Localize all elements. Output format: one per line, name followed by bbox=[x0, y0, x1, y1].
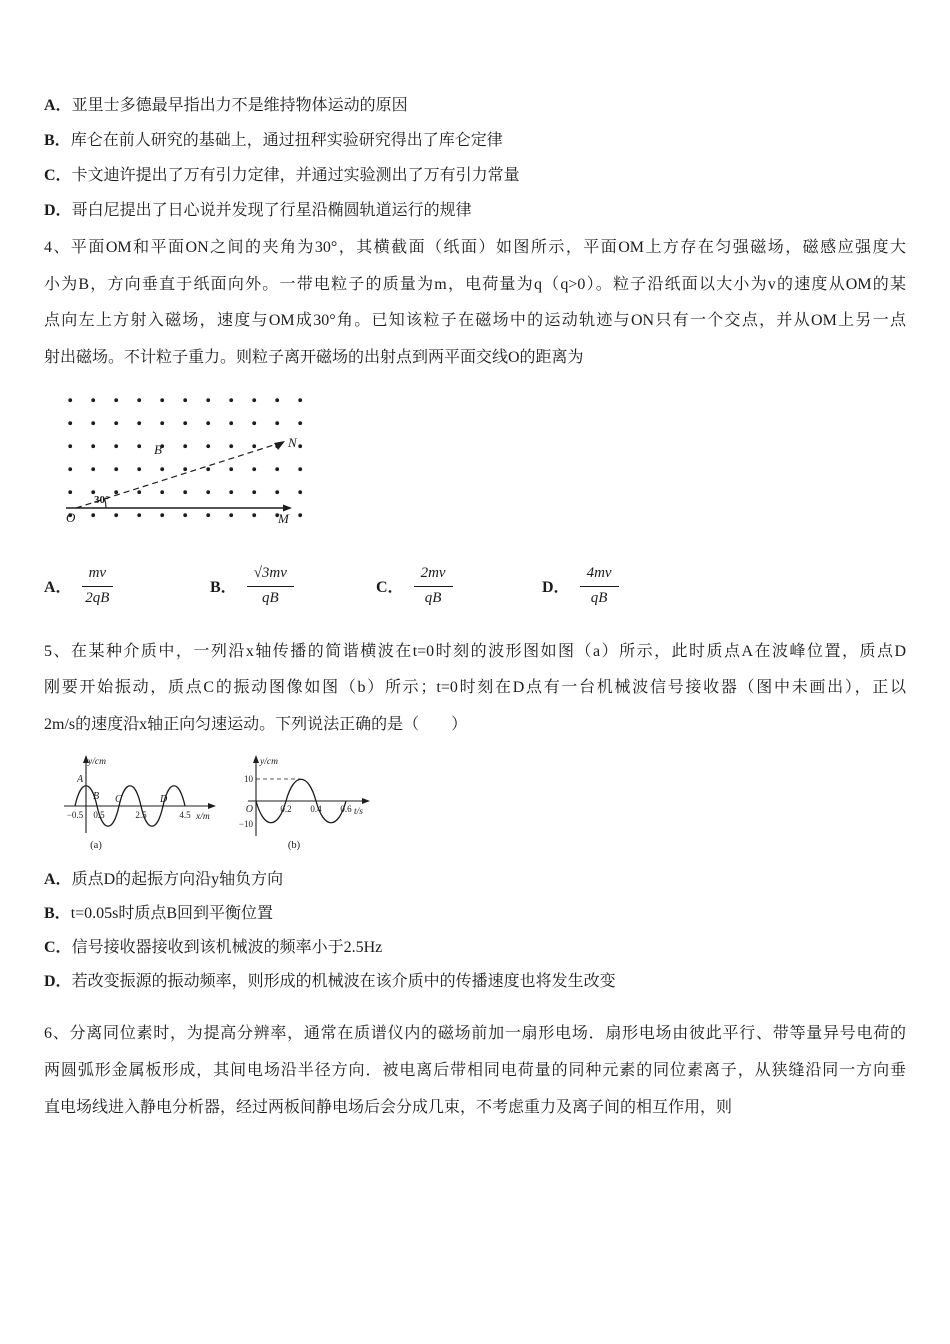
option-text: 库仑在前人研究的基础上，通过扭秤实验研究得出了库仑定律 bbox=[70, 132, 503, 149]
q4-line: 4、平面OM和平面ON之间的夹角为30°，其横截面（纸面）如图所示，平面OM上方存在匀强磁场，磁感应强度大 bbox=[44, 239, 906, 256]
q5-waveform-figure-a bbox=[44, 751, 222, 853]
field-B-label: B bbox=[154, 442, 162, 457]
option-text: 信号接收器接收到该机械波的频率小于2.5Hz bbox=[71, 939, 383, 956]
point-O-label: O bbox=[66, 510, 76, 525]
q3-option-d bbox=[44, 193, 906, 228]
q4-line: 小为B，方向垂直于纸面向外。一带电粒子的质量为m，电荷量为q（q>0）。粒子沿纸面以大小为v的速度从OM的某 bbox=[44, 275, 906, 293]
option-text: 若改变振源的振动频率，则形成的机械波在该介质中的传播速度也将发生改变 bbox=[71, 973, 616, 990]
x-tick-label: 0.5 bbox=[93, 810, 105, 820]
point-B-label: B bbox=[93, 791, 100, 802]
option-label: A． bbox=[44, 97, 72, 114]
option-label: D． bbox=[44, 973, 72, 990]
q3-option-b bbox=[44, 123, 906, 158]
x-axis-label: x/m bbox=[196, 812, 210, 822]
figure-a-caption: (a) bbox=[90, 840, 102, 851]
fraction-denominator: qB bbox=[261, 589, 279, 606]
q4-figure-wrapper bbox=[54, 390, 906, 537]
q4-option-b bbox=[210, 563, 376, 608]
option-label: B． bbox=[44, 132, 71, 149]
q3-options-block bbox=[44, 88, 906, 228]
angle-label: 30° bbox=[94, 494, 110, 506]
q4-option-d bbox=[542, 563, 708, 608]
option-label: D． bbox=[542, 578, 570, 596]
option-label: A． bbox=[44, 871, 72, 888]
x-axis-arrow-icon bbox=[208, 803, 216, 809]
q3-option-c bbox=[44, 158, 906, 193]
question-5-statement bbox=[44, 634, 906, 744]
y-max-label: 10 bbox=[244, 774, 253, 784]
q6-line: 两圆弧形金属板形成，其间电场沿半径方向．被电离后带相同电荷量的同种元素的同位素离子，从狭缝沿同一方向垂 bbox=[44, 1062, 906, 1079]
y-min-label: −10 bbox=[238, 819, 253, 829]
fraction-denominator: 2qB bbox=[85, 589, 110, 606]
fraction-denominator: qB bbox=[424, 589, 442, 606]
question-4-statement bbox=[44, 230, 906, 376]
option-label: D． bbox=[44, 202, 72, 219]
q5-options-block bbox=[44, 863, 906, 999]
q5-option-d bbox=[44, 965, 906, 999]
point-A-label: A bbox=[77, 774, 84, 785]
q5-figures-row bbox=[44, 751, 906, 853]
option-text: t=0.05s时质点B回到平衡位置 bbox=[70, 905, 274, 922]
option-label: C． bbox=[376, 578, 404, 596]
q5-vibration-figure-b bbox=[236, 751, 376, 853]
fraction bbox=[580, 563, 619, 608]
fraction-numerator: 2mv bbox=[414, 563, 453, 587]
q4-line: 点向左上方射入磁场，速度与OM成30°角。已知该粒子在磁场中的运动轨迹与ON只有一个交点，并从OM上另一点 bbox=[44, 312, 906, 329]
q4-option-c bbox=[376, 563, 542, 608]
option-text: 哥白尼提出了日心说并发现了行星沿椭圆轨道运行的规律 bbox=[71, 202, 472, 219]
t-tick-label: 0.4 bbox=[310, 804, 322, 814]
q5-line: 5、在某种介质中，一列沿x轴传播的简谐横波在t=0时刻的波形图如图（a）所示，此时质点A在波峰位置，质点D bbox=[44, 642, 906, 660]
q6-line: 6、分离同位素时，为提高分辨率，通常在质谱仪内的磁场前加一扇形电场．扇形电场由彼此平行、带等量异号电荷的 bbox=[44, 1025, 906, 1042]
q6-line: 直电场线进入静电分析器，经过两板间静电场后会分成几束，不考虑重力及离子间的相互作用，则 bbox=[44, 1099, 733, 1116]
q5-option-c bbox=[44, 931, 906, 965]
fraction bbox=[414, 563, 453, 608]
option-label: A． bbox=[44, 578, 72, 596]
figure-b-caption: (b) bbox=[287, 840, 301, 851]
fraction-numerator: mv bbox=[82, 563, 114, 587]
point-M-label: M bbox=[278, 511, 289, 526]
option-label: C． bbox=[44, 939, 72, 956]
x-tick-label: 2.5 bbox=[135, 810, 147, 820]
x-tick-label: 4.5 bbox=[179, 810, 191, 820]
q4-magnetic-field-figure bbox=[54, 390, 316, 532]
y-axis-label: y/cm bbox=[260, 757, 278, 767]
origin-label: O bbox=[245, 804, 253, 815]
q5-option-b bbox=[44, 897, 906, 931]
q4-option-a bbox=[44, 563, 210, 608]
q5-line: 2m/s的速度沿x轴正向匀速运动。下列说法正确的是（ ） bbox=[44, 715, 468, 733]
option-label: B． bbox=[210, 578, 237, 596]
fraction-numerator: √3mv bbox=[247, 563, 294, 587]
fraction-denominator: qB bbox=[590, 589, 608, 606]
question-6-statement bbox=[44, 1015, 906, 1126]
t-tick-label: 0.2 bbox=[280, 804, 292, 814]
option-text: 卡文迪许提出了万有引力定律，并通过实验测出了万有引力常量 bbox=[71, 167, 520, 184]
t-axis-label: t/s bbox=[354, 807, 363, 817]
point-C-label: C bbox=[115, 794, 122, 805]
option-text: 质点D的起振方向沿y轴负方向 bbox=[71, 871, 284, 888]
t-tick-label: 0.6 bbox=[340, 804, 352, 814]
x-tick-label: −0.5 bbox=[66, 810, 84, 820]
y-axis-label: y/cm bbox=[88, 757, 106, 767]
point-D-label: D bbox=[160, 794, 168, 805]
option-label: B． bbox=[44, 905, 71, 922]
q5-option-a bbox=[44, 863, 906, 897]
y-axis-arrow-icon bbox=[253, 755, 259, 763]
q5-line: 刚要开始振动，质点C的振动图像如图（b）所示；t=0时刻在D点有一台机械波信号接收器（图中未画出），正以 bbox=[44, 679, 906, 696]
option-text: 亚里士多德最早指出力不是维持物体运动的原因 bbox=[71, 97, 408, 114]
fraction bbox=[247, 563, 294, 608]
option-label: C． bbox=[44, 167, 72, 184]
fraction bbox=[82, 563, 114, 608]
t-axis-arrow-icon bbox=[362, 798, 370, 804]
q4-line: 射出磁场。不计粒子重力。则粒子离开磁场的出射点到两平面交线O的距离为 bbox=[44, 348, 584, 366]
fraction-numerator: 4mv bbox=[580, 563, 619, 587]
q3-option-a bbox=[44, 88, 906, 123]
point-N-label: N bbox=[288, 435, 297, 450]
q4-options-row bbox=[44, 563, 906, 608]
